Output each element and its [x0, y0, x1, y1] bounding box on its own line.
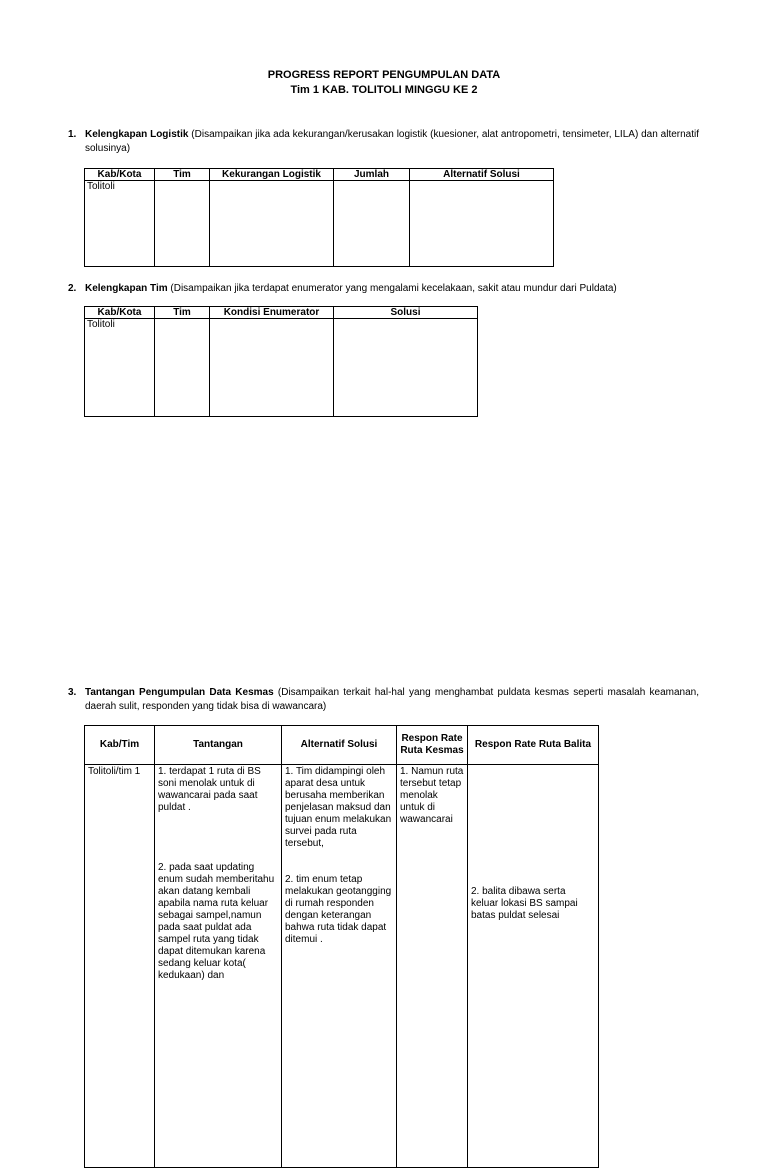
col-header: Tim	[155, 169, 210, 181]
section-description: (Disampaikan terkait hal-hal yang menghambat puldata kesmas seperti masalah keamanan, daerah sulit, responden yang tidak bisa di wawancara)	[85, 687, 699, 712]
table-cell-kesmas	[397, 765, 468, 1168]
balita-item: 2. balita dibawa serta keluar lokasi BS sampai batas puldat selesai	[471, 886, 578, 921]
col-header: Jumlah	[334, 169, 410, 181]
table-cell-kab: Tolitoli/tim 1	[85, 765, 155, 1168]
tantangan-item: 2. pada saat updating enum sudah memberitahu akan datang kembali apabila nama ruta keluar sebagai sampel,namun pada saat puldat ada sampel ruta yang tidak dapat ditemukan karena sedang keluar kota( kedukaan) dan	[158, 862, 275, 981]
solusi-item: 1. Tim didampingi oleh aparat desa untuk berusaha memberikan penjelasan maksud dan tujuan enum melakukan survei pada ruta tersebut,	[285, 766, 392, 849]
page-title: PROGRESS REPORT PENGUMPULAN DATA	[267, 69, 501, 81]
section-logistik	[68, 128, 699, 156]
section-heading: Kelengkapan Tim	[85, 283, 168, 294]
section-number: 2.	[68, 283, 77, 294]
table-cell	[210, 319, 334, 417]
table-cell: Tolitoli	[85, 181, 155, 267]
table-cell	[334, 319, 478, 417]
kesmas-item: 1. Namun ruta tersebut tetap menolak untuk di wawancarai	[400, 766, 464, 825]
col-header: Kab/Kota	[85, 169, 155, 181]
col-header: Kab/Tim	[85, 726, 155, 765]
section-heading: Kelengkapan Logistik	[85, 129, 189, 140]
table-cell: Tolitoli	[85, 319, 155, 417]
section-tim	[68, 282, 699, 296]
col-header: Respon Rate Ruta Kesmas	[397, 726, 468, 765]
table-cell	[334, 181, 410, 267]
section-tantangan	[68, 686, 699, 714]
table-row	[85, 181, 554, 267]
col-header: Alternatif Solusi	[282, 726, 397, 765]
col-header: Alternatif Solusi	[410, 169, 554, 181]
tantangan-item: 1. terdapat 1 ruta di BS soni menolak untuk di wawancarai pada saat puldat .	[158, 766, 261, 813]
table-cell	[410, 181, 554, 267]
col-header: Solusi	[334, 307, 478, 319]
table-cell-tantangan	[155, 765, 282, 1168]
section-description: (Disampaikan jika terdapat enumerator yang mengalami kecelakaan, sakit atau mundur dari Puldata)	[170, 283, 617, 294]
col-header: Tim	[155, 307, 210, 319]
col-header: Kondisi Enumerator	[210, 307, 334, 319]
table-cell	[155, 319, 210, 417]
solusi-item: 2. tim enum tetap melakukan geotangging di rumah responden dengan keterangan bahwa ruta tidak dapat ditemui .	[285, 874, 392, 945]
section-number: 3.	[68, 687, 77, 698]
col-header: Tantangan	[155, 726, 282, 765]
logistik-table	[84, 168, 554, 267]
col-header: Kab/Kota	[85, 307, 155, 319]
section-heading: Tantangan Pengumpulan Data Kesmas	[85, 687, 274, 698]
table-cell	[210, 181, 334, 267]
col-header: Respon Rate Ruta Balita	[468, 726, 599, 765]
table-row	[85, 319, 478, 417]
tim-table	[84, 306, 478, 417]
table-cell-balita	[468, 765, 599, 1168]
tantangan-table	[84, 725, 599, 1168]
table-row	[85, 765, 599, 1168]
table-cell	[155, 181, 210, 267]
col-header: Kekurangan Logistik	[210, 169, 334, 181]
section-number: 1.	[68, 129, 77, 140]
table-cell-solusi	[282, 765, 397, 1168]
section-description: (Disampaikan jika ada kekurangan/kerusakan logistik (kuesioner, alat antropometri, tensimeter, LILA) dan alternatif solusinya)	[85, 129, 700, 154]
page-subtitle: Tim 1 KAB. TOLITOLI MINGGU KE 2	[290, 84, 478, 96]
